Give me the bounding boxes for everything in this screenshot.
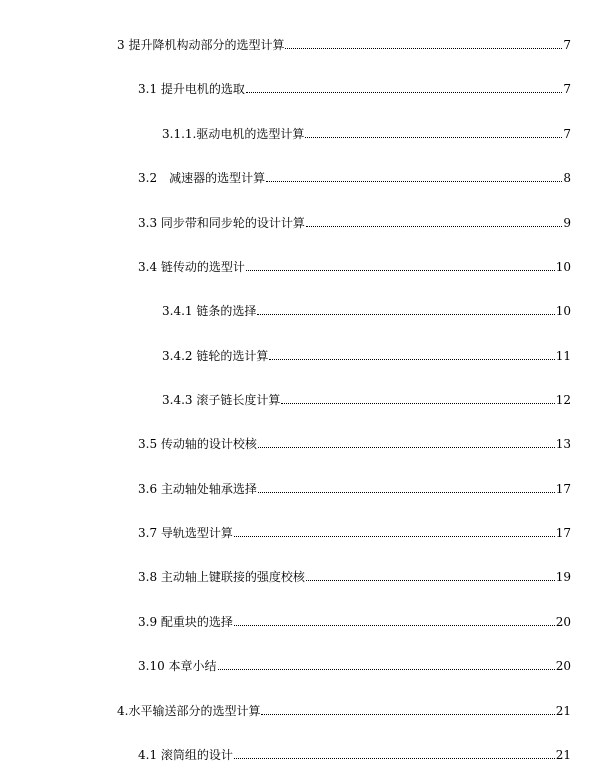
toc-entry-3-5[interactable] bbox=[138, 433, 571, 451]
toc-page-number: 10 bbox=[555, 304, 571, 318]
toc-page-number: 8 bbox=[563, 171, 571, 185]
toc-leader-dots bbox=[261, 714, 554, 715]
toc-leader-dots bbox=[246, 92, 562, 93]
toc-page-number: 17 bbox=[555, 482, 571, 496]
toc-leader-dots bbox=[234, 758, 555, 759]
toc-page-number: 9 bbox=[563, 216, 571, 230]
toc-page-number: 13 bbox=[555, 437, 571, 451]
toc-page-number: 11 bbox=[555, 349, 571, 363]
toc-entry-3-10[interactable] bbox=[138, 655, 571, 673]
toc-leader-dots bbox=[246, 270, 555, 271]
toc-entry-title: 3.6 主动轴处轴承选择 bbox=[138, 482, 257, 496]
toc-entry-3-4[interactable] bbox=[138, 256, 571, 274]
toc-entry-3-2[interactable] bbox=[138, 167, 571, 185]
toc-page-number: 7 bbox=[563, 38, 571, 52]
toc-entry-title: 3.9 配重块的选择 bbox=[138, 615, 233, 629]
toc-leader-dots bbox=[306, 226, 562, 227]
toc-page-number: 7 bbox=[563, 127, 571, 141]
toc-entry-title: 3.1 提升电机的选取 bbox=[138, 82, 245, 96]
toc-entry-title: 3.7 导轨选型计算 bbox=[138, 526, 233, 540]
toc-page-number: 17 bbox=[555, 526, 571, 540]
toc-page-number: 10 bbox=[555, 260, 571, 274]
toc-entry-3-8[interactable] bbox=[138, 566, 571, 584]
toc-leader-dots bbox=[258, 492, 555, 493]
toc-entry-4-1[interactable] bbox=[138, 744, 571, 762]
toc-entry-title: 3.2 减速器的选型计算 bbox=[138, 171, 266, 185]
toc-leader-dots bbox=[269, 359, 554, 360]
toc-entry-title: 3.4 链传动的选型计 bbox=[138, 260, 245, 274]
toc-leader-dots bbox=[258, 447, 555, 448]
toc-entry-3-4-3[interactable] bbox=[162, 389, 571, 407]
toc-entry-title: 3 提升降机构动部分的选型计算 bbox=[117, 38, 285, 52]
toc-entry-title: 4.水平输送部分的选型计算 bbox=[117, 704, 261, 718]
toc-leader-dots bbox=[234, 536, 555, 537]
toc-entry-3-4-2[interactable] bbox=[162, 345, 571, 363]
toc-leader-dots bbox=[281, 403, 554, 404]
toc-entry-title: 3.1.1.驱动电机的选型计算 bbox=[162, 127, 305, 141]
toc-page-number: 19 bbox=[555, 570, 571, 584]
toc-entry-title: 3.8 主动轴上键联接的强度校核 bbox=[138, 570, 305, 584]
toc-page-number: 20 bbox=[555, 659, 571, 673]
toc-page-number: 21 bbox=[555, 704, 571, 718]
toc-leader-dots bbox=[218, 669, 555, 670]
toc-entry-title: 3.5 传动轴的设计校核 bbox=[138, 437, 257, 451]
toc-entry-title: 4.1 滚筒组的设计 bbox=[138, 748, 233, 762]
toc-entry-chapter-3[interactable] bbox=[117, 34, 571, 52]
toc-entry-3-4-1[interactable] bbox=[162, 300, 571, 318]
toc-page-number: 20 bbox=[555, 615, 571, 629]
toc-entry-3-1[interactable] bbox=[138, 78, 571, 96]
toc-leader-dots bbox=[266, 181, 562, 182]
toc-entry-3-7[interactable] bbox=[138, 522, 571, 540]
toc-page-number: 7 bbox=[563, 82, 571, 96]
toc-entry-title: 3.3 同步带和同步轮的设计计算 bbox=[138, 216, 305, 230]
toc-entry-3-1-1[interactable] bbox=[162, 123, 571, 141]
toc-leader-dots bbox=[305, 137, 562, 138]
toc-leader-dots bbox=[234, 625, 555, 626]
toc-entry-title: 3.4.2 链轮的选计算 bbox=[162, 349, 269, 363]
toc-page-number: 21 bbox=[555, 748, 571, 762]
toc-entry-chapter-4[interactable] bbox=[117, 700, 571, 718]
toc-leader-dots bbox=[306, 580, 555, 581]
toc-entry-title: 3.10 本章小结 bbox=[138, 659, 217, 673]
toc-entry-3-6[interactable] bbox=[138, 478, 571, 496]
toc-page-number: 12 bbox=[555, 393, 571, 407]
toc-entry-title: 3.4.1 链条的选择 bbox=[162, 304, 257, 318]
toc-leader-dots bbox=[257, 314, 554, 315]
toc-leader-dots bbox=[285, 48, 562, 49]
toc-entry-title: 3.4.3 滚子链长度计算 bbox=[162, 393, 281, 407]
toc-entry-3-9[interactable] bbox=[138, 611, 571, 629]
toc-entry-3-3[interactable] bbox=[138, 212, 571, 230]
